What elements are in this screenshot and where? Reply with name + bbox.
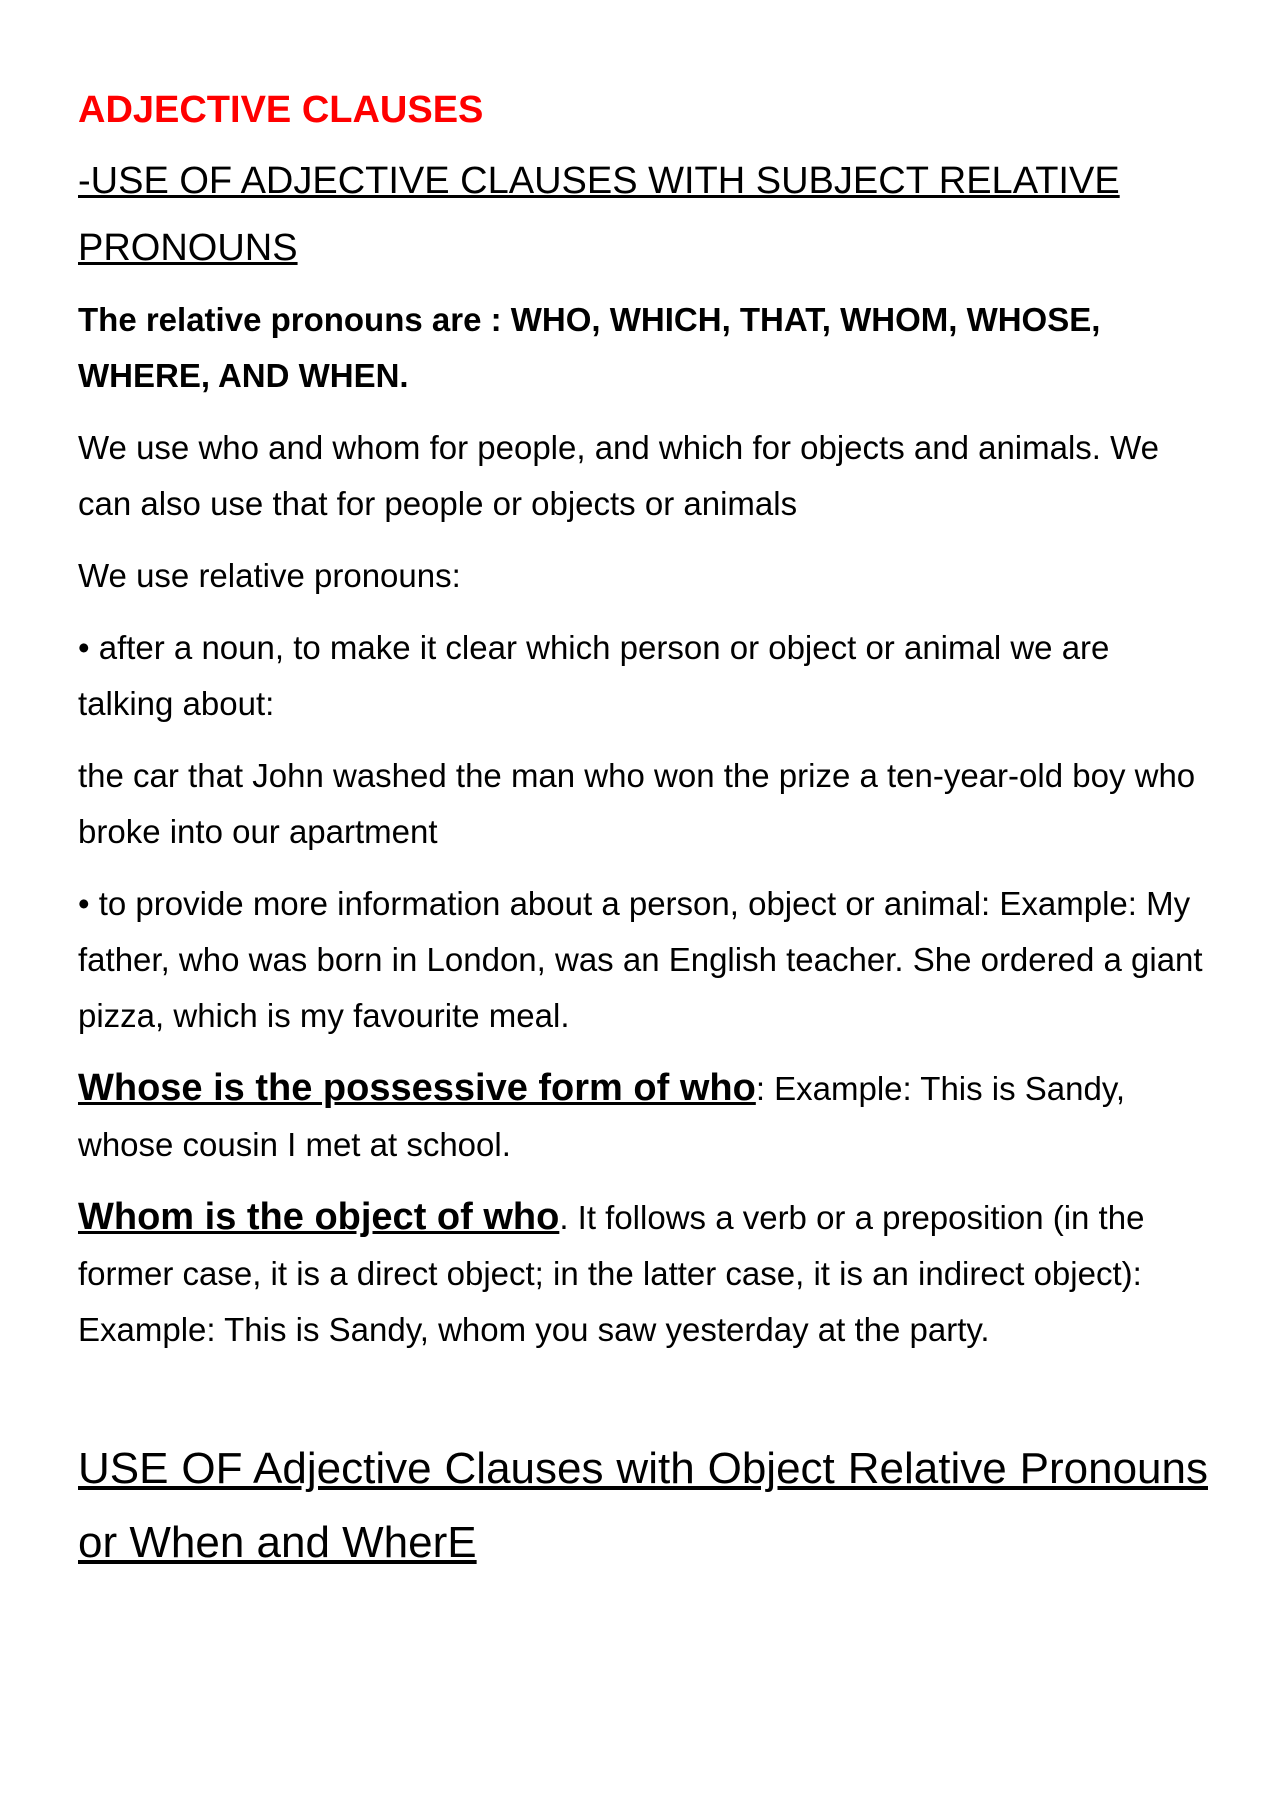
usage-intro: We use relative pronouns: (78, 557, 461, 594)
whose-paragraph (78, 1060, 1208, 1173)
whom-text: . It follows a verb or a preposition (in the former case, it is a direct object; in the latter case, it is an indirect object): Example: This is Sandy, whom you saw yesterday at the party. (78, 1199, 1145, 1348)
usage-paragraph: We use who and whom for people, and which for objects and animals. We can also use that for people or objects or animals (78, 429, 1160, 522)
whom-paragraph (78, 1189, 1208, 1358)
section-subheading: -USE OF ADJECTIVE CLAUSES WITH SUBJECT RELATIVE PRONOUNS (78, 160, 1120, 269)
whose-text: : Example: This is Sandy, whose cousin I met at school. (78, 1070, 1126, 1163)
bullet-more-information: • to provide more information about a person, object or animal: Example: My father, who was born in London, was an English teacher. She ordered a giant pizza, which is my favourite meal. (78, 885, 1203, 1034)
object-relative-heading: USE OF Adjective Clauses with Object Relative Pronouns or When and WherE (78, 1444, 1208, 1567)
document-page (78, 80, 1208, 1580)
whose-heading: Whose is the possessive form of who (78, 1067, 756, 1109)
relative-pronouns-list: The relative pronouns are : WHO, WHICH, THAT, WHOM, WHOSE, WHERE, AND WHEN. (78, 301, 1101, 394)
document-title: ADJECTIVE CLAUSES (78, 89, 484, 131)
examples-line: the car that John washed the man who won the prize a ten-year-old boy who broke into our apartment (78, 757, 1196, 850)
whom-heading: Whom is the object of who (78, 1196, 560, 1238)
bullet-after-noun: • after a noun, to make it clear which person or object or animal we are talking about: (78, 629, 1110, 722)
